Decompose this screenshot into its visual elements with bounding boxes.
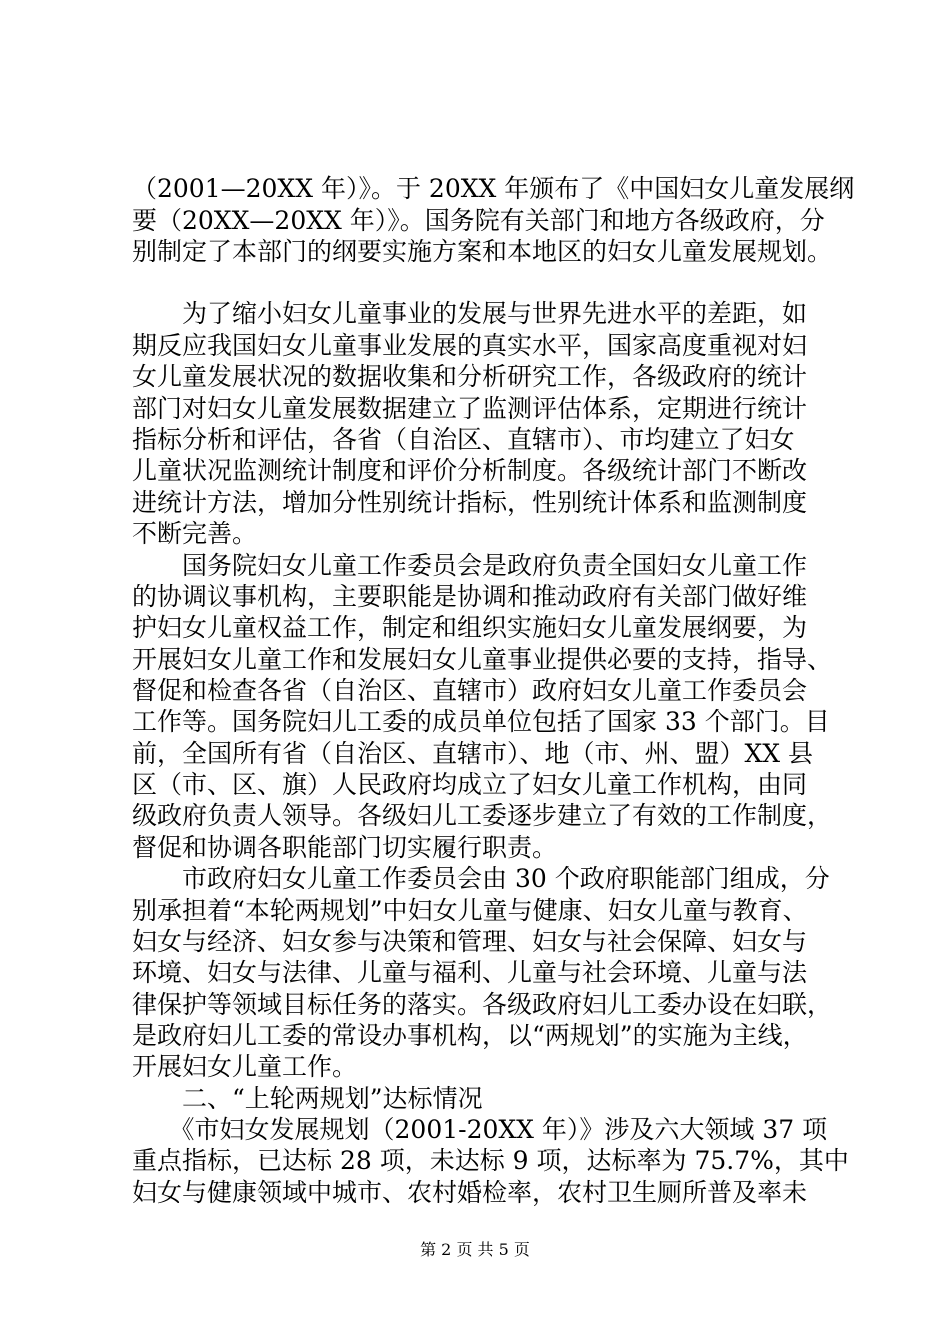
- section-heading: 二、“上轮两规划”达标情况: [132, 1084, 483, 1113]
- text-line: 级政府负责人领导。各级妇儿工委逐步建立了有效的工作制度，: [132, 801, 833, 830]
- text-line: 不断完善。: [132, 519, 258, 548]
- text-line: 部门对妇女儿童发展数据建立了监测评估体系，定期进行统计: [132, 394, 808, 423]
- text-line: 妇女与健康领域中城市、农村婚检率，农村卫生厕所普及率未: [132, 1178, 808, 1207]
- text-line: 区（市、区、旗）人民政府均成立了妇女儿童工作机构，由同: [132, 770, 808, 799]
- text-line: 工作等。国务院妇儿工委的成员单位包括了国家 33 个部门。目: [132, 707, 830, 736]
- text-line: 儿童状况监测统计制度和评价分析制度。各级统计部门不断改: [132, 456, 808, 485]
- text-line: 女儿童发展状况的数据收集和分析研究工作，各级政府的统计: [132, 362, 808, 391]
- text-line: 进统计方法，增加分性别统计指标，性别统计体系和监测制度: [132, 488, 808, 517]
- text-line: 律保护等领域目标任务的落实。各级政府妇儿工委办设在妇联，: [132, 990, 833, 1019]
- text-line: 市政府妇女儿童工作委员会由 30 个政府职能部门组成，分: [132, 864, 830, 893]
- text-line: 督促和协调各职能部门切实履行职责。: [132, 833, 558, 862]
- text-line: 督促和检查各省（自治区、直辖市）政府妇女儿童工作委员会: [132, 676, 808, 705]
- text-line: 指标分析和评估，各省（自治区、直辖市）、市均建立了妇女: [132, 425, 795, 454]
- text-line: 《市妇女发展规划（2001-20XX 年）》涉及六大领域 37 项: [132, 1115, 828, 1144]
- text-line: 开展妇女儿童工作。: [132, 1052, 358, 1081]
- text-line: 环境、妇女与法律、儿童与福利、儿童与社会环境、儿童与法: [132, 958, 808, 987]
- text-line: 妇女与经济、妇女参与决策和管理、妇女与社会保障、妇女与: [132, 927, 808, 956]
- text-line: 前，全国所有省（自治区、直辖市）、地（市、州、盟）XX 县: [132, 739, 814, 768]
- text-line: 开展妇女儿童工作和发展妇女儿童事业提供必要的支持，指导、: [132, 645, 833, 674]
- text-line: 是政府妇儿工委的常设办事机构，以“两规划”的实施为主线，: [132, 1021, 808, 1050]
- page-number-footer: 第 2 页 共 5 页: [420, 1240, 530, 1259]
- text-line: 的协调议事机构，主要职能是协调和推动政府有关部门做好维: [132, 582, 808, 611]
- text-line: 别制定了本部门的纲要实施方案和本地区的妇女儿童发展规划。: [132, 237, 833, 266]
- text-line: 重点指标，已达标 28 项，未达标 9 项，达标率为 75.7%，其中: [132, 1146, 849, 1175]
- text-line: 要（20XX—20XX 年）》。国务院有关部门和地方各级政府，分: [132, 206, 825, 235]
- text-line: 期反应我国妇女儿童事业发展的真实水平，国家高度重视对妇: [132, 331, 808, 360]
- text-line: 别承担着“本轮两规划”中妇女儿童与健康、妇女儿童与教育、: [132, 896, 808, 925]
- text-line: （2001—20XX 年）》。于 20XX 年颁布了《中国妇女儿童发展纲: [132, 174, 855, 203]
- text-line: 为了缩小妇女儿童事业的发展与世界先进水平的差距，如: [132, 299, 808, 328]
- text-line: 护妇女儿童权益工作，制定和组织实施妇女儿童发展纲要，为: [132, 613, 808, 642]
- text-line: 国务院妇女儿童工作委员会是政府负责全国妇女儿童工作: [132, 551, 808, 580]
